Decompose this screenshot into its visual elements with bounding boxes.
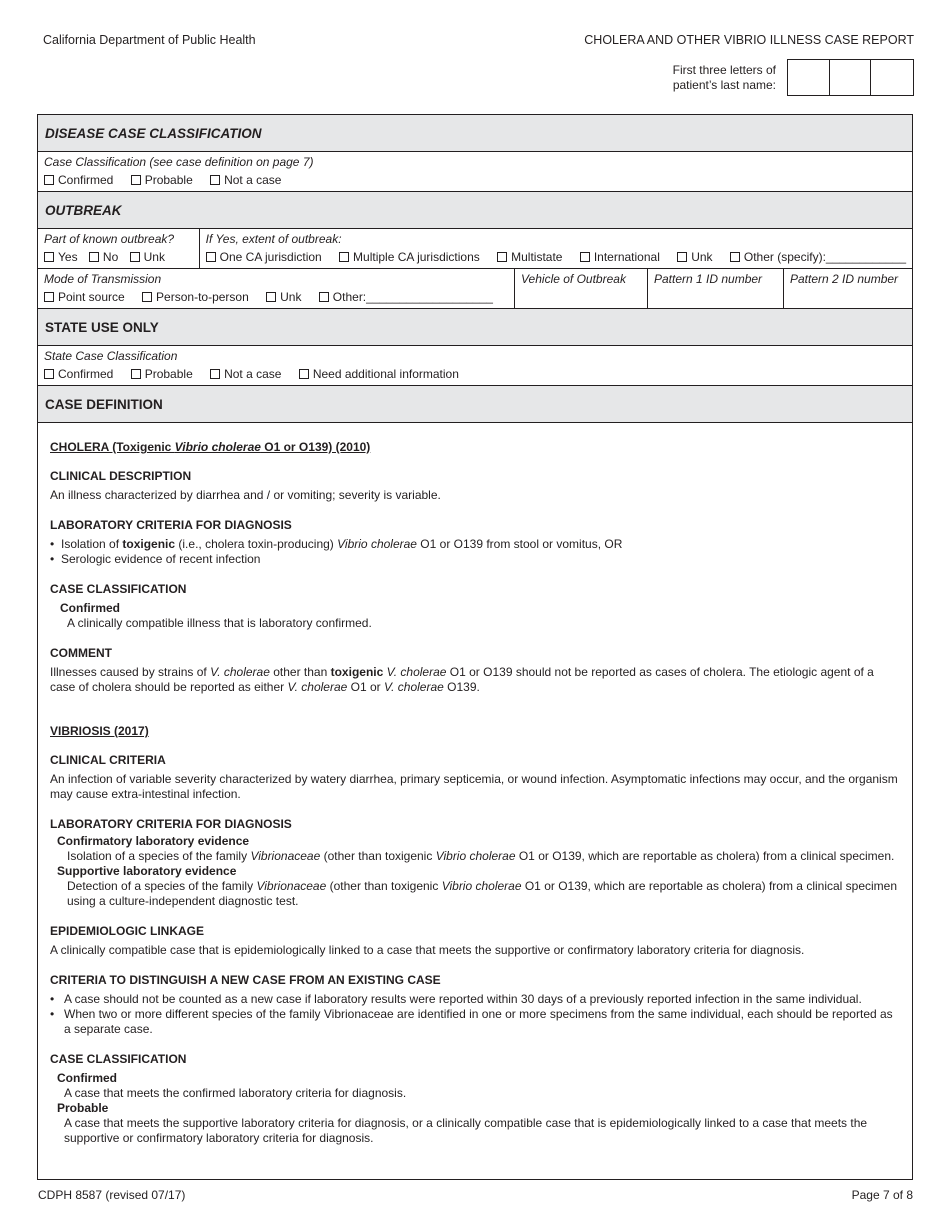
checkbox-point-source[interactable]: Point source — [44, 290, 125, 304]
checkbox-yes[interactable]: Yes — [44, 250, 78, 264]
case-definition-heading: CASE DEFINITION — [38, 386, 912, 423]
checkbox-one-ca[interactable]: One CA jurisdiction — [206, 250, 322, 264]
pattern-2-id-label: Pattern 2 ID number — [790, 272, 899, 286]
cholera-confirmed-text: A clinically compatible illness that is laboratory confirmed. — [67, 616, 372, 630]
checkbox-icon — [339, 252, 349, 262]
checkbox-icon — [210, 369, 220, 379]
checkbox-no[interactable]: No — [89, 250, 118, 264]
known-outbreak-label: Part of known outbreak? — [44, 232, 175, 246]
initial-box-1[interactable] — [788, 60, 830, 95]
checkbox-icon — [131, 175, 141, 185]
state-classification-row — [38, 346, 912, 386]
vehicle-of-outbreak-label: Vehicle of Outbreak — [521, 272, 626, 286]
pattern-1-id-label: Pattern 1 ID number — [654, 272, 763, 286]
checkbox-need-info[interactable]: Need additional information — [299, 367, 459, 381]
form-id: CDPH 8587 (revised 07/17) — [38, 1188, 186, 1202]
vibriosis-lab-heading: LABORATORY CRITERIA FOR DIAGNOSIS — [50, 817, 292, 831]
vibriosis-clinical-heading: CLINICAL CRITERIA — [50, 753, 166, 767]
checkbox-state-not-a-case[interactable]: Not a case — [210, 367, 281, 381]
vibriosis-clinical-text: An infection of variable severity characterized by watery diarrhea, primary septicemia, or wound infection. Asymptomatic infections may occur, and the organism may cause extra-intestinal infection. — [50, 772, 898, 801]
checkbox-icon — [319, 292, 329, 302]
cholera-clinical-text: An illness characterized by diarrhea and / or vomiting; severity is variable. — [50, 488, 441, 502]
vehicle-of-outbreak-field[interactable] — [515, 269, 648, 308]
cholera-lab-list — [50, 537, 900, 567]
cholera-comment-text: Illnesses caused by strains of V. cholerae other than toxigenic V. cholerae O1 or O139 should not be reported as cases of cholera. The etiologic agent of a case of cholera should be reported as either V. cholerae O1 or V. cholerae O139. — [50, 665, 874, 694]
vibriosis-probable-text: A case that meets the supportive laboratory criteria for diagnosis, or a clinically compatible case that is epidemiologically linked to a case that meets the supportive or confirmatory laboratory criteria for diagnosis. — [64, 1116, 868, 1145]
checkbox-person-to-person[interactable]: Person-to-person — [142, 290, 249, 304]
checkbox-icon — [130, 252, 140, 262]
outbreak-row-2 — [38, 269, 912, 309]
checkbox-state-confirmed[interactable]: Confirmed — [44, 367, 113, 381]
state-use-heading: STATE USE ONLY — [38, 309, 912, 346]
outbreak-extent-label: If Yes, extent of outbreak: — [205, 232, 342, 246]
supportive-evidence-text: Detection of a species of the family Vibrionaceae (other than toxigenic Vibrio cholerae O1 or O139, which are reportable as cholera) from a clinical specimen using a culture-independent diagnostic test. — [67, 879, 898, 908]
checkbox-mode-other[interactable]: Other:___________________ — [319, 290, 493, 304]
vibriosis-confirmed-subheading: Confirmed — [57, 1071, 117, 1085]
page-number: Page 7 of 8 — [851, 1188, 913, 1202]
checkbox-icon — [142, 292, 152, 302]
epidemiologic-linkage-heading: EPIDEMIOLOGIC LINKAGE — [50, 924, 205, 938]
mode-of-transmission-label: Mode of Transmission — [44, 272, 162, 286]
cholera-lab-heading: LABORATORY CRITERIA FOR DIAGNOSIS — [50, 518, 292, 532]
disease-case-heading: DISEASE CASE CLASSIFICATION — [38, 115, 912, 152]
outbreak-heading: OUTBREAK — [38, 192, 912, 229]
checkbox-icon — [580, 252, 590, 262]
checkbox-probable[interactable]: Probable — [131, 173, 193, 187]
checkbox-not-a-case[interactable]: Not a case — [210, 173, 281, 187]
checkbox-multistate[interactable]: Multistate — [497, 250, 562, 264]
list-item: • Serologic evidence of recent infection — [50, 552, 900, 567]
cholera-classification-heading: CASE CLASSIFICATION — [50, 582, 187, 596]
pattern-1-id-field[interactable] — [648, 269, 784, 308]
initials-label: First three letters of patient’s last name: — [672, 63, 776, 92]
checkbox-other-specify[interactable]: Other (specify):____________ — [730, 250, 906, 264]
outbreak-row-1 — [38, 229, 912, 269]
checkbox-icon — [677, 252, 687, 262]
vibriosis-title: VIBRIOSIS (2017) — [50, 724, 149, 738]
supportive-evidence-subheading: Supportive laboratory evidence — [57, 864, 237, 878]
initial-box-3[interactable] — [871, 60, 913, 95]
state-classification-label: State Case Classification — [44, 349, 178, 363]
checkbox-extent-unk[interactable]: Unk — [677, 250, 712, 264]
checkbox-icon — [44, 252, 54, 262]
checkbox-icon — [210, 175, 220, 185]
epidemiologic-linkage-text: A clinically compatible case that is epidemiologically linked to a case that meets the supportive or confirmatory laboratory criteria for diagnosis. — [50, 943, 805, 957]
cholera-title: CHOLERA (Toxigenic Vibrio cholerae O1 or O139) (2010) — [50, 440, 371, 454]
checkbox-icon — [131, 369, 141, 379]
checkbox-icon — [206, 252, 216, 262]
list-item: • Isolation of toxigenic (i.e., cholera toxin-producing) Vibrio cholerae O1 or O139 from stool or vomitus, OR — [50, 537, 900, 552]
case-report-form — [37, 114, 913, 1180]
checkbox-icon — [89, 252, 99, 262]
list-item: • A case should not be counted as a new case if laboratory results were reported within 30 days of a previously reported infection in the same individual. — [50, 992, 900, 1007]
checkbox-icon — [44, 369, 54, 379]
case-classification-row — [38, 152, 912, 192]
cholera-comment-heading: COMMENT — [50, 646, 112, 660]
new-case-criteria-heading: CRITERIA TO DISTINGUISH A NEW CASE FROM AN EXISTING CASE — [50, 973, 441, 987]
new-case-criteria-list — [50, 992, 900, 1037]
checkbox-confirmed[interactable]: Confirmed — [44, 173, 113, 187]
checkbox-icon — [497, 252, 507, 262]
case-classification-label: Case Classification (see case definition on page 7) — [44, 155, 314, 169]
vibriosis-confirmed-text: A case that meets the confirmed laboratory criteria for diagnosis. — [64, 1086, 407, 1100]
list-item: • When two or more different species of the family Vibrionaceae are identified in one or more specimens from the same individual, each should be reported as a separate case. — [50, 1007, 900, 1037]
checkbox-icon — [730, 252, 740, 262]
checkbox-international[interactable]: International — [580, 250, 660, 264]
vibriosis-classification-heading: CASE CLASSIFICATION — [50, 1052, 187, 1066]
checkbox-icon — [44, 175, 54, 185]
checkbox-unk[interactable]: Unk — [130, 250, 165, 264]
agency-name: California Department of Public Health — [43, 33, 256, 47]
checkbox-icon — [299, 369, 309, 379]
cholera-confirmed-subheading: Confirmed — [60, 601, 120, 615]
checkbox-icon — [44, 292, 54, 302]
checkbox-mode-unk[interactable]: Unk — [266, 290, 301, 304]
form-title: CHOLERA AND OTHER VIBRIO ILLNESS CASE REPORT — [584, 33, 914, 47]
checkbox-state-probable[interactable]: Probable — [131, 367, 193, 381]
checkbox-multiple-ca[interactable]: Multiple CA jurisdictions — [339, 250, 480, 264]
pattern-2-id-field[interactable] — [784, 269, 912, 308]
cholera-clinical-heading: CLINICAL DESCRIPTION — [50, 469, 192, 483]
vibriosis-probable-subheading: Probable — [57, 1101, 109, 1115]
case-definition-body — [38, 423, 912, 1146]
confirmatory-evidence-text: Isolation of a species of the family Vibrionaceae (other than toxigenic Vibrio cholerae O1 or O139, which are reportable as cholera) from a clinical specimen. — [67, 849, 895, 863]
checkbox-icon — [266, 292, 276, 302]
initials-input-boxes[interactable] — [787, 59, 914, 96]
confirmatory-evidence-subheading: Confirmatory laboratory evidence — [57, 834, 250, 848]
initial-box-2[interactable] — [830, 60, 872, 95]
